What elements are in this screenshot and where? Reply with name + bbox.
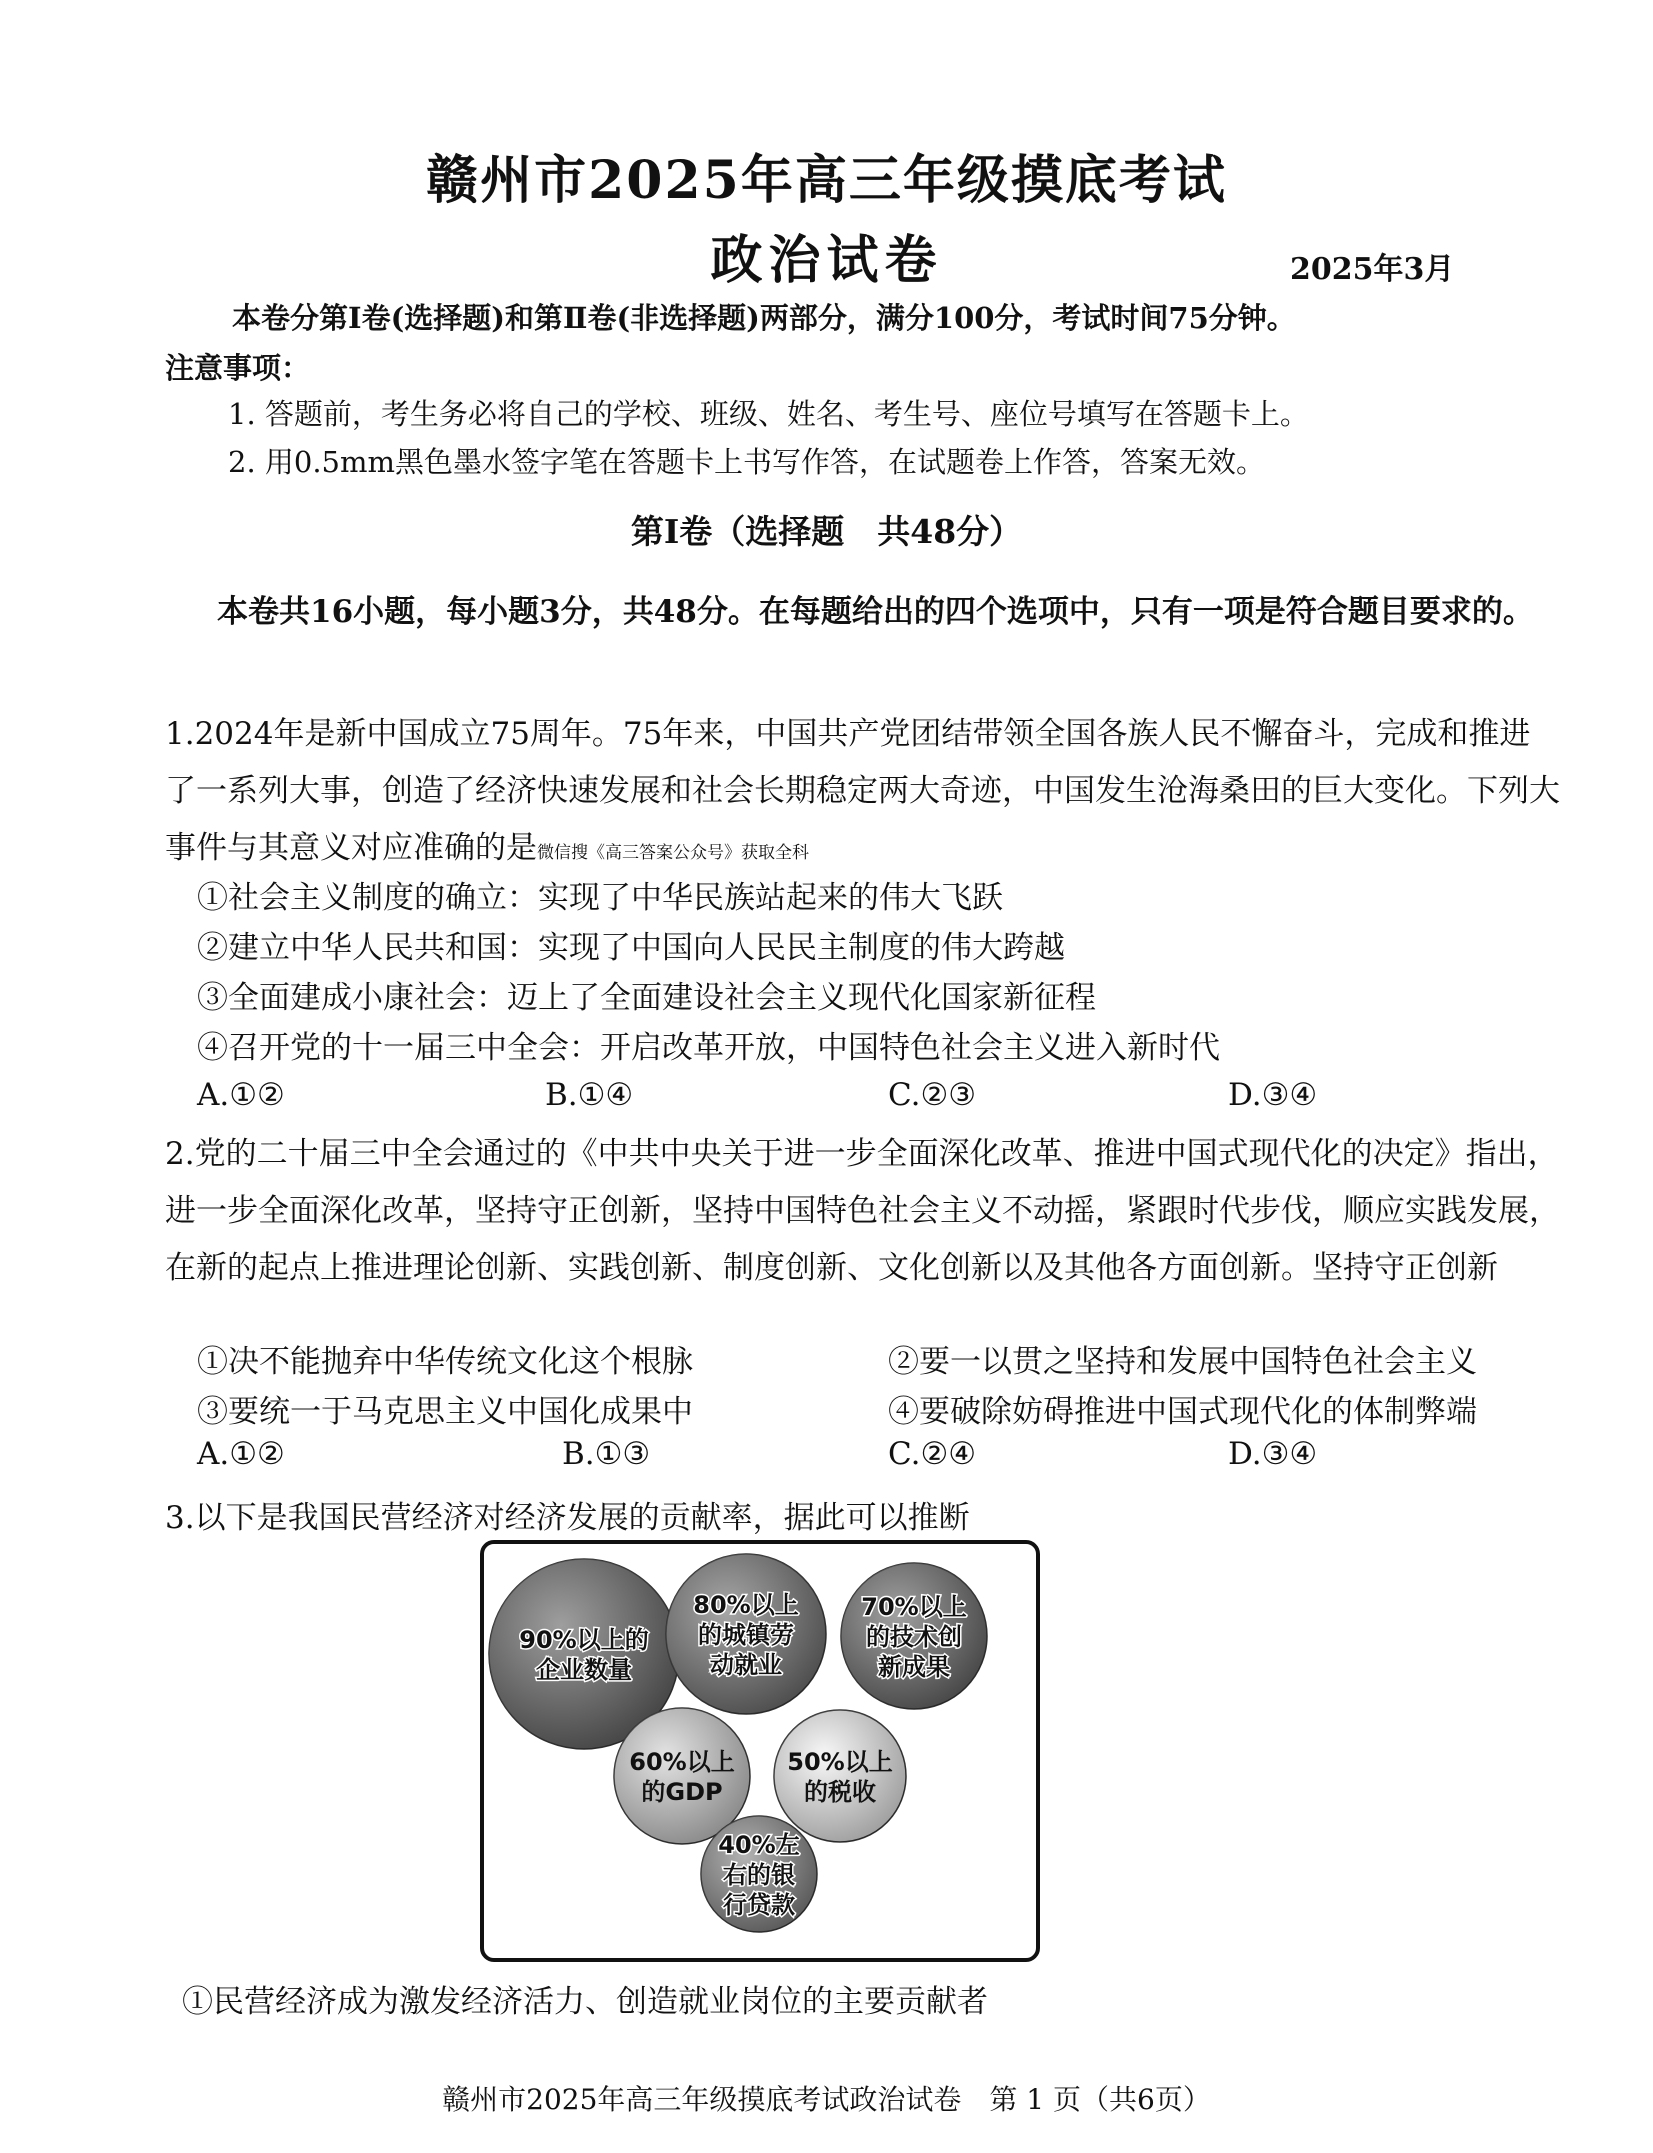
question-1-text: 1.2024年是新中国成立75周年。75年来，中国共产党团结带领全国各族人民不懈奋斗，完成和推进了一系列大事，创造了经济快速发展和社会长期稳定两大奇迹，中国发生沧海桑田的巨大变化。下列大事件与其意义对应准确的是: [165, 716, 1560, 866]
bubble-label: 的税收: [804, 1778, 876, 1806]
bubble-label: 40%左: [718, 1831, 800, 1859]
contribution-figure: [480, 1540, 1040, 1962]
bubble-label: 企业数量: [536, 1656, 632, 1684]
bubble-label: 60%以上: [629, 1748, 735, 1776]
question-1-choice-d[interactable]: D.③④: [1228, 1077, 1318, 1113]
bubble-label: 动就业: [710, 1651, 782, 1679]
contribution-bubble: [701, 1816, 817, 1932]
bubble-label: 行贷款: [723, 1891, 795, 1919]
exam-date: 2025年3月: [1290, 252, 1455, 287]
bubble-label: 的GDP: [641, 1778, 723, 1806]
question-1-option: ③全面建成小康社会：迈上了全面建设社会主义现代化国家新征程: [197, 980, 1096, 1016]
contribution-bubble: [666, 1554, 826, 1714]
question-2-option: ②要一以贯之坚持和发展中国特色社会主义: [888, 1344, 1477, 1380]
exam-intro: 本卷分第Ⅰ卷(选择题)和第Ⅱ卷(非选择题)两部分，满分100分，考试时间75分钟。: [232, 301, 1296, 335]
contribution-bubble: [841, 1563, 987, 1709]
question-1-stem: [165, 706, 1560, 882]
bubble-label: 80%以上: [693, 1591, 799, 1619]
contribution-bubbles: [484, 1544, 1036, 1958]
question-2-choice-b[interactable]: B.①③: [562, 1436, 651, 1472]
question-3-option: ①民营经济成为激发经济活力、创造就业岗位的主要贡献者: [182, 1984, 988, 2020]
bubble-label: 的技术创: [866, 1623, 962, 1651]
notice-item: 2. 用0.5mm黑色墨水签字笔在答题卡上书写作答，在试题卷上作答，答案无效。: [228, 445, 1266, 479]
question-2-stem: 2.党的二十届三中全会通过的《中共中央关于进一步全面深化改革、推进中国式现代化的决定》指出，进一步全面深化改革，坚持守正创新，坚持中国特色社会主义不动摇，紧跟时代步伐，顺应实践发展，在新的起点上推进理论创新、实践创新、制度创新、文化创新以及其他各方面创新。坚持守正创新: [165, 1136, 1560, 1286]
bubble-label: 70%以上: [861, 1593, 967, 1621]
question-1-option: ④召开党的十一届三中全会：开启改革开放，中国特色社会主义进入新时代: [197, 1030, 1220, 1066]
bubble-label: 新成果: [878, 1653, 950, 1681]
exam-title: 赣州市2025年高三年级摸底考试: [426, 150, 1227, 211]
question-2-choice-c[interactable]: C.②④: [888, 1436, 977, 1472]
question-1-choice-c[interactable]: C.②③: [888, 1077, 977, 1113]
bubble-shading: [774, 1710, 906, 1842]
page-footer: 赣州市2025年高三年级摸底考试政治试卷 第 1 页（共6页）: [442, 2083, 1211, 2116]
question-3-stem: 3.以下是我国民营经济对经济发展的贡献率，据此可以推断: [165, 1500, 970, 1536]
exam-subtitle: 政治试卷: [710, 230, 943, 291]
bubble-label: 50%以上: [787, 1748, 893, 1776]
contribution-bubble: [774, 1710, 906, 1842]
bubble-label: 的城镇劳: [698, 1621, 794, 1649]
notice-item: 1. 答题前，考生务必将自己的学校、班级、姓名、考生号、座位号填写在答题卡上。: [228, 397, 1309, 431]
question-1-choice-b[interactable]: B.①④: [545, 1077, 634, 1113]
question-2-choice-a[interactable]: A.①②: [197, 1436, 285, 1472]
question-2-option: ③要统一于马克思主义中国化成果中: [197, 1394, 693, 1430]
section-instruction: 本卷共16小题，每小题3分，共48分。在每题给出的四个选项中，只有一项是符合题目要求的。: [217, 594, 1534, 630]
bubble-label: 90%以上的: [519, 1626, 649, 1654]
question-1-option: ①社会主义制度的确立：实现了中华民族站起来的伟大飞跃: [197, 880, 1003, 916]
question-1-option: ②建立中华人民共和国：实现了中国向人民民主制度的伟大跨越: [197, 930, 1065, 966]
question-2-option: ④要破除妨碍推进中国式现代化的体制弊端: [888, 1394, 1477, 1430]
watermark-text: 微信搜《高三答案公众号》获取全科: [537, 843, 809, 863]
question-2-choice-d[interactable]: D.③④: [1228, 1436, 1318, 1472]
question-1-choice-a[interactable]: A.①②: [197, 1077, 285, 1113]
section-title: 第Ⅰ卷（选择题 共48分）: [630, 512, 1023, 551]
bubble-label: 右的银: [723, 1861, 795, 1889]
question-2-option: ①决不能抛弃中华传统文化这个根脉: [197, 1344, 693, 1380]
notice-heading: 注意事项：: [165, 351, 311, 385]
